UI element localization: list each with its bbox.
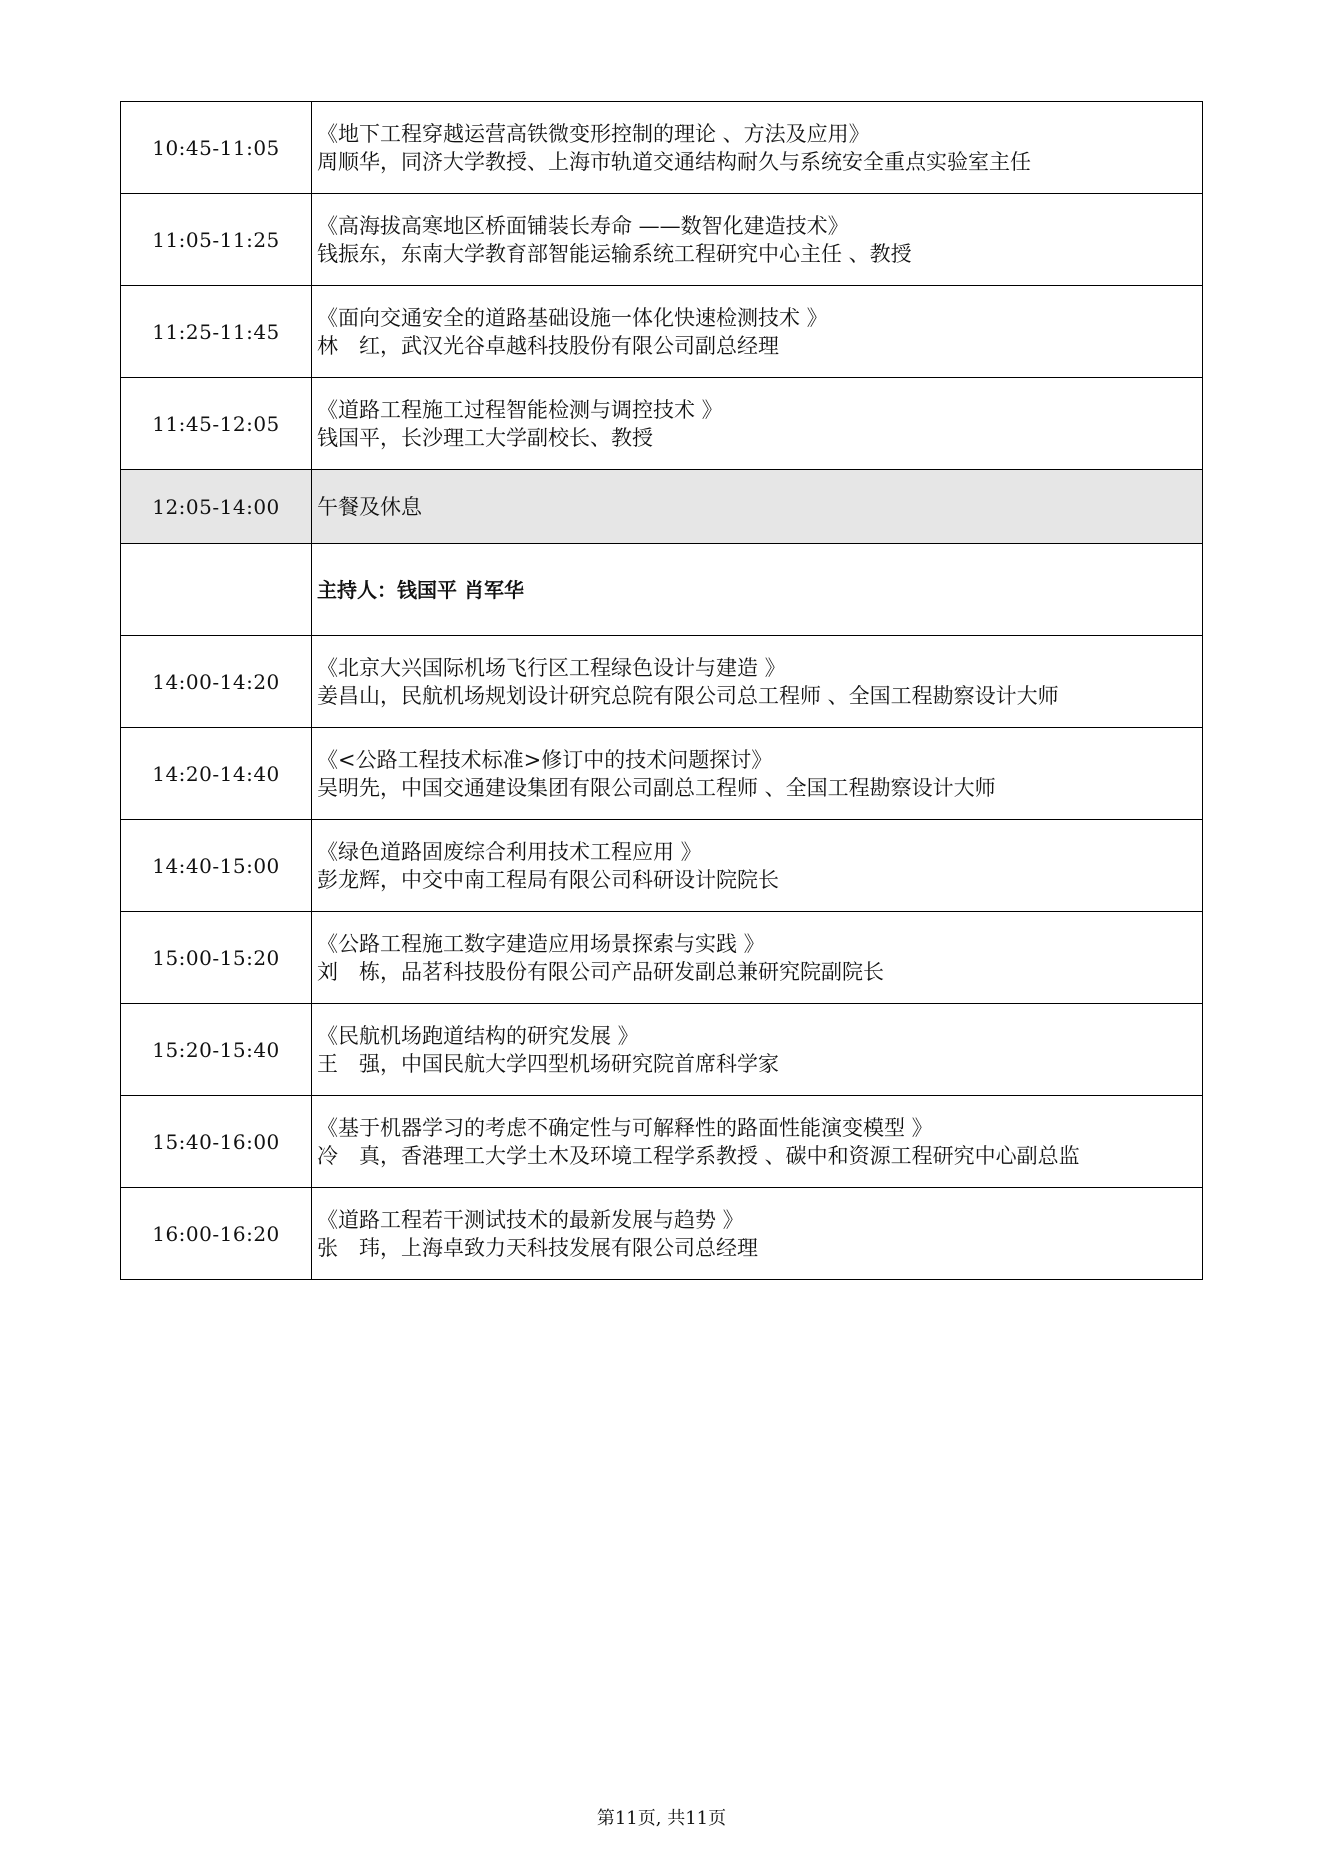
talk-cell	[312, 728, 1203, 820]
talk-cell	[312, 912, 1203, 1004]
talk-title: 《民航机场跑道结构的研究发展 》	[317, 1023, 639, 1048]
talk-title: 《基于机器学习的考虑不确定性与可解释性的路面性能演变模型 》	[317, 1115, 933, 1140]
speaker-info: 彭龙辉，中交中南工程局有限公司科研设计院院长	[317, 867, 779, 892]
time-cell: 10:45-11:05	[121, 102, 312, 194]
talk-title: 《高海拔高寒地区桥面铺装长寿命 ——数智化建造技术》	[317, 213, 849, 238]
time-cell: 14:20-14:40	[121, 728, 312, 820]
talk-cell	[312, 1188, 1203, 1280]
schedule-table	[120, 101, 1203, 1280]
speaker-info: 钱振东，东南大学教育部智能运输系统工程研究中心主任 、教授	[317, 241, 912, 266]
time-cell: 11:05-11:25	[121, 194, 312, 286]
speaker-info: 姜昌山，民航机场规划设计研究总院有限公司总工程师 、全国工程勘察设计大师	[317, 683, 1059, 708]
table-row	[121, 286, 1203, 378]
talk-title: 《地下工程穿越运营高铁微变形控制的理论 、方法及应用》	[317, 121, 870, 146]
talk-title: 《道路工程施工过程智能检测与调控技术 》	[317, 397, 723, 422]
time-cell	[121, 544, 312, 636]
time-cell: 12:05-14:00	[121, 470, 312, 544]
table-row	[121, 1096, 1203, 1188]
table-row	[121, 194, 1203, 286]
time-cell: 14:00-14:20	[121, 636, 312, 728]
speaker-info: 冷 真，香港理工大学土木及环境工程学系教授 、碳中和资源工程研究中心副总监	[317, 1143, 1080, 1168]
speaker-info: 刘 栋，品茗科技股份有限公司产品研发副总兼研究院副院长	[317, 959, 884, 984]
time-cell: 11:45-12:05	[121, 378, 312, 470]
session-host-label: 主持人：钱国平 肖军华	[317, 577, 524, 602]
time-cell: 16:00-16:20	[121, 1188, 312, 1280]
talk-cell	[312, 286, 1203, 378]
lunch-break-label: 午餐及休息	[312, 470, 1203, 544]
talk-title: 《绿色道路固废综合利用技术工程应用 》	[317, 839, 702, 864]
speaker-info: 钱国平，长沙理工大学副校长、教授	[317, 425, 653, 450]
time-cell: 11:25-11:45	[121, 286, 312, 378]
talk-cell	[312, 102, 1203, 194]
table-row	[121, 728, 1203, 820]
talk-cell	[312, 378, 1203, 470]
speaker-info: 周顺华，同济大学教授、上海市轨道交通结构耐久与系统安全重点实验室主任	[317, 149, 1031, 174]
speaker-info: 吴明先，中国交通建设集团有限公司副总工程师 、全国工程勘察设计大师	[317, 775, 996, 800]
talk-cell	[312, 820, 1203, 912]
speaker-info: 张 玮，上海卓致力天科技发展有限公司总经理	[317, 1235, 758, 1260]
talk-cell	[312, 1004, 1203, 1096]
lunch-break-row	[121, 470, 1203, 544]
time-cell: 14:40-15:00	[121, 820, 312, 912]
time-cell: 15:20-15:40	[121, 1004, 312, 1096]
table-row	[121, 636, 1203, 728]
talk-title: 《公路工程施工数字建造应用场景探索与实践 》	[317, 931, 765, 956]
table-row	[121, 102, 1203, 194]
table-row	[121, 912, 1203, 1004]
speaker-info: 林 红，武汉光谷卓越科技股份有限公司副总经理	[317, 333, 779, 358]
speaker-info: 王 强，中国民航大学四型机场研究院首席科学家	[317, 1051, 779, 1076]
time-cell: 15:40-16:00	[121, 1096, 312, 1188]
talk-title: 《道路工程若干测试技术的最新发展与趋势 》	[317, 1207, 744, 1232]
table-row	[121, 1004, 1203, 1096]
talk-title: 《<公路工程技术标准>修订中的技术问题探讨》	[317, 747, 773, 772]
table-row	[121, 1188, 1203, 1280]
page-footer: 第11页, 共11页	[596, 1808, 727, 1829]
session-host-row	[121, 544, 1203, 636]
talk-cell	[312, 1096, 1203, 1188]
talk-title: 《面向交通安全的道路基础设施一体化快速检测技术 》	[317, 305, 828, 330]
talk-cell	[312, 636, 1203, 728]
time-cell: 15:00-15:20	[121, 912, 312, 1004]
table-row	[121, 820, 1203, 912]
table-row	[121, 378, 1203, 470]
talk-title: 《北京大兴国际机场飞行区工程绿色设计与建造 》	[317, 655, 786, 680]
talk-cell	[312, 194, 1203, 286]
session-host-cell	[312, 544, 1203, 636]
